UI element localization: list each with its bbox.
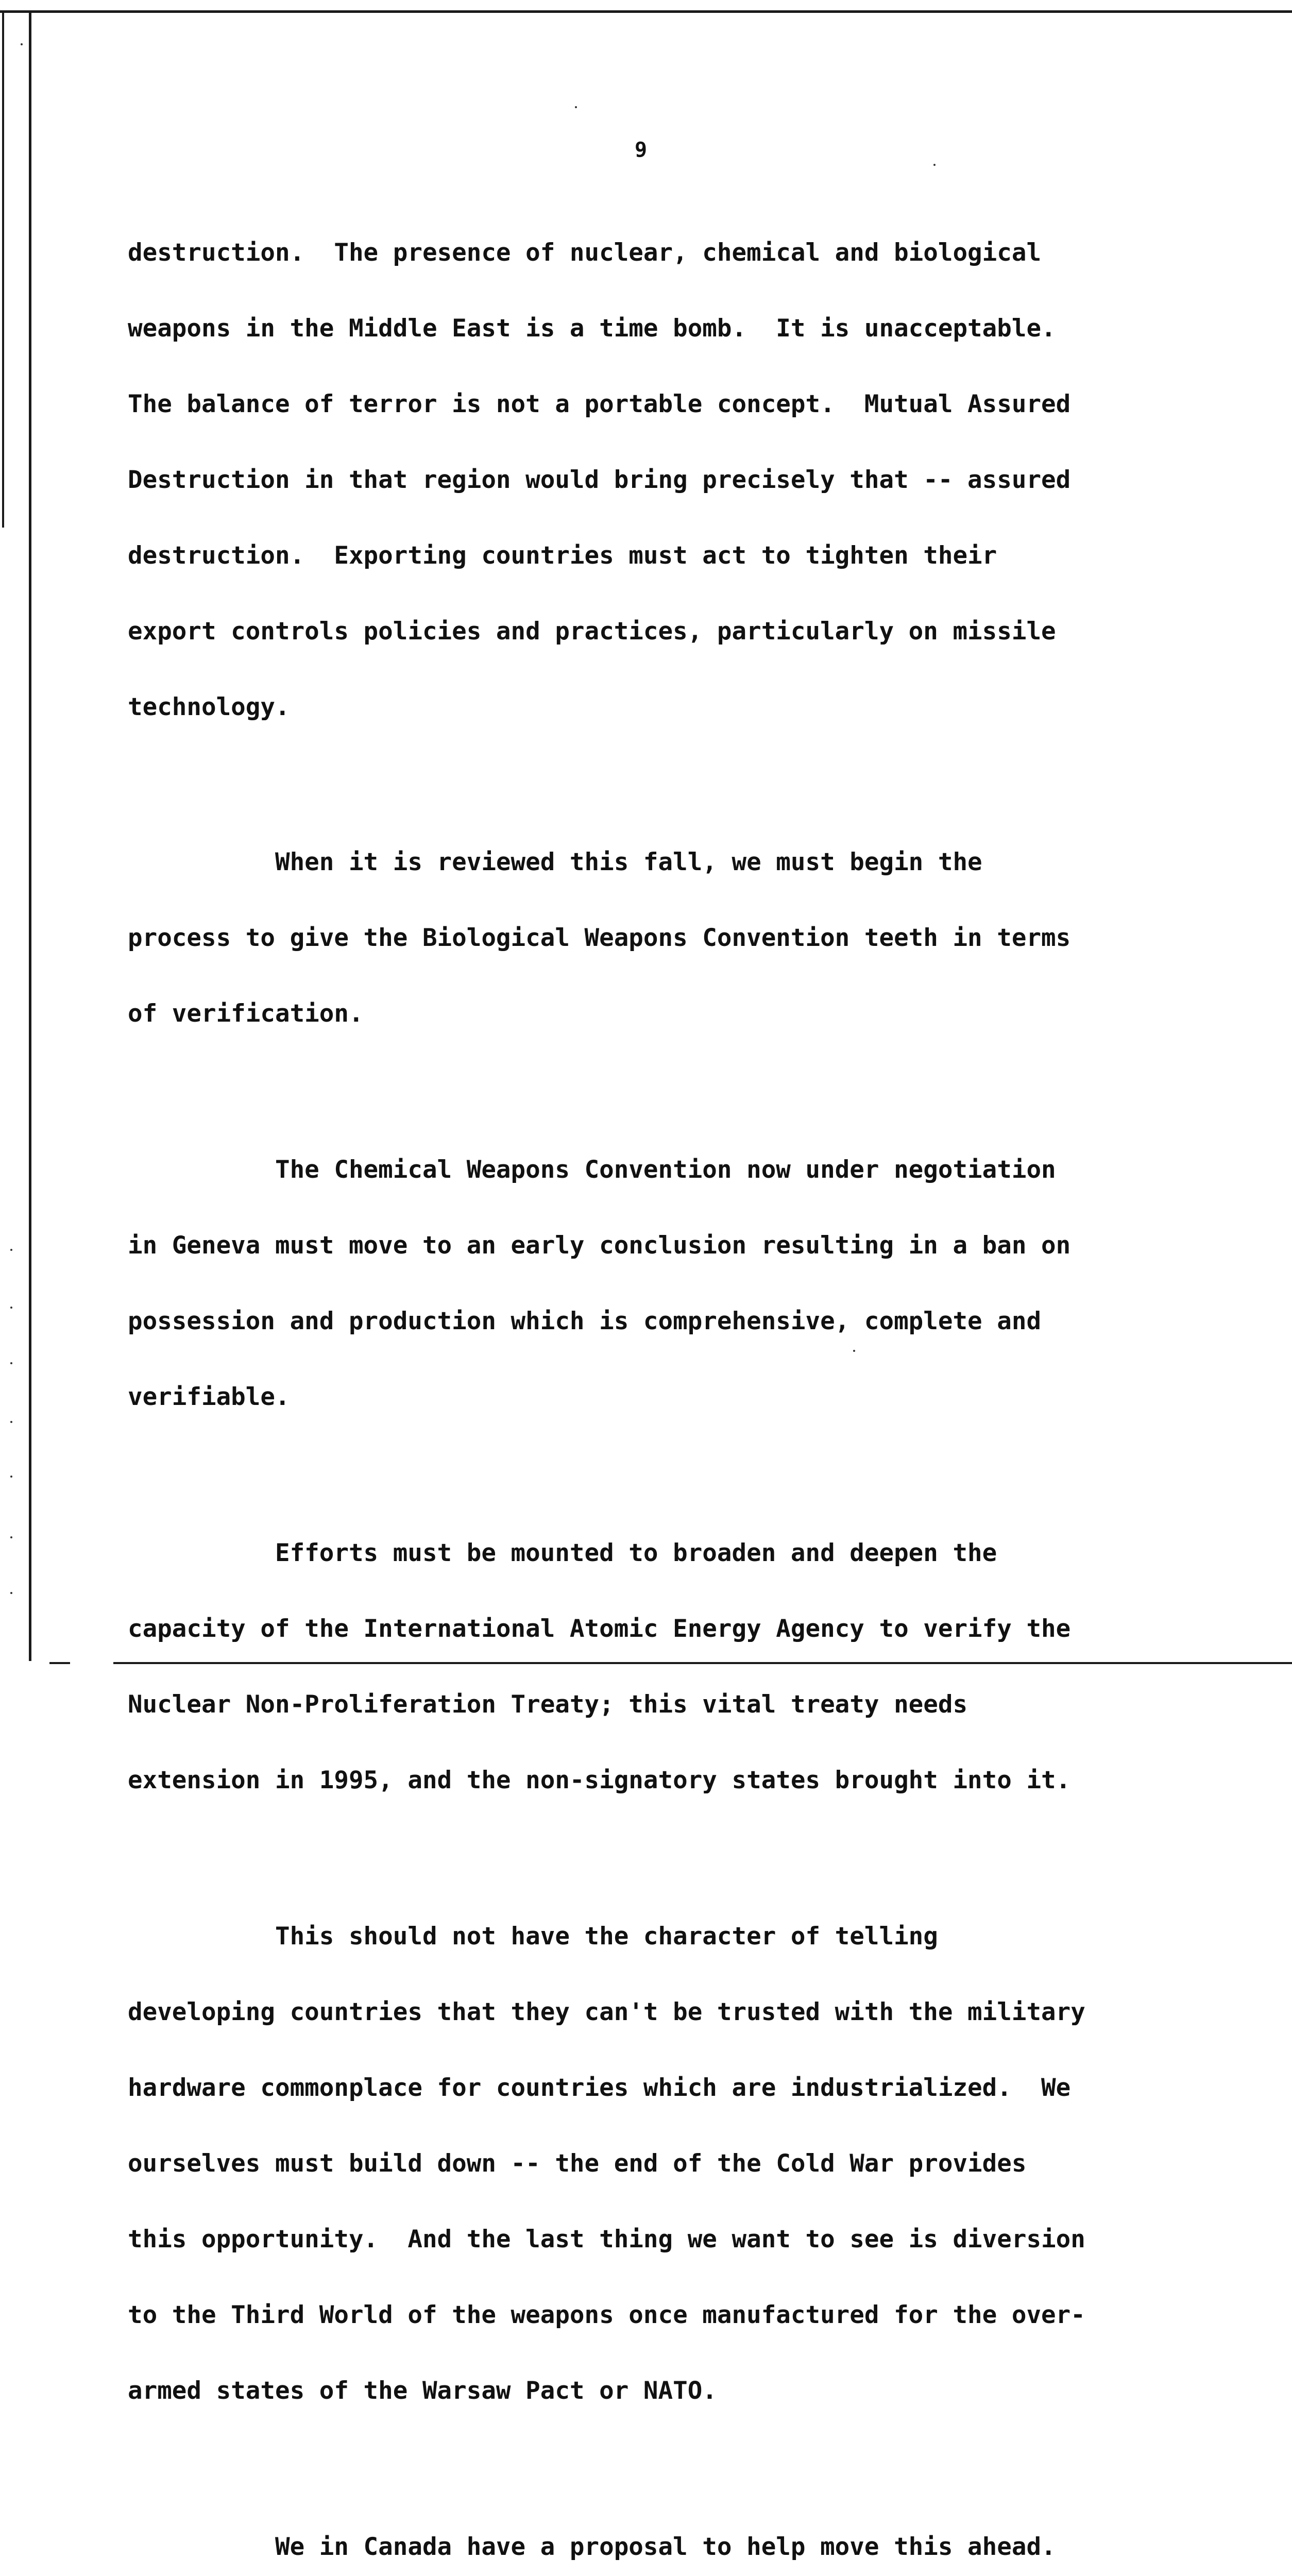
- text-line: Destruction in that region would bring precisely that -- assured: [128, 466, 1071, 494]
- text-line: extension in 1995, and the non-signatory states brought into it.: [128, 1766, 1071, 1794]
- scan-speck: [10, 1362, 12, 1364]
- text-line: technology.: [128, 693, 290, 721]
- text-line: ourselves must build down -- the end of the Cold War provides: [128, 2149, 1027, 2178]
- text-line: capacity of the International Atomic Energy Agency to verify the: [128, 1615, 1071, 1643]
- paragraph-1: [128, 190, 1179, 770]
- scan-speck: [575, 106, 577, 108]
- text-line: The Chemical Weapons Convention now under negotiation: [128, 1156, 1056, 1184]
- text-line: The balance of terror is not a portable concept. Mutual Assured: [128, 390, 1071, 418]
- scan-speck: [10, 1592, 12, 1594]
- text-line: Efforts must be mounted to broaden and deepen the: [128, 1539, 997, 1567]
- text-line: weapons in the Middle East is a time bomb. It is unacceptable.: [128, 314, 1056, 343]
- scan-speck: [10, 1536, 12, 1538]
- page-frame-left-outer: [2, 12, 4, 528]
- text-line: this opportunity. And the last thing we want to see is diversion: [128, 2225, 1085, 2253]
- scan-speck: [10, 1249, 12, 1251]
- text-line: export controls policies and practices, particularly on missile: [128, 617, 1056, 646]
- text-line: of verification.: [128, 999, 364, 1028]
- body-text: [128, 190, 1179, 2576]
- text-line: armed states of the Warsaw Pact or NATO.: [128, 2377, 717, 2405]
- text-line: verifiable.: [128, 1383, 290, 1411]
- text-line: We in Canada have a proposal to help move this ahead.: [128, 2533, 1056, 2561]
- paragraph-3: [128, 1107, 1179, 1460]
- page-frame-top: [0, 10, 1292, 13]
- scan-speck: [10, 1421, 12, 1423]
- text-line: developing countries that they can't be trusted with the military: [128, 1998, 1085, 2026]
- text-line: This should not have the character of telling: [128, 1922, 938, 1951]
- text-line: possession and production which is comprehensive, complete and: [128, 1307, 1042, 1335]
- paragraph-4: [128, 1490, 1179, 1843]
- text-line: in Geneva must move to an early conclusion resulting in a ban on: [128, 1231, 1071, 1260]
- scan-speck: [933, 164, 936, 166]
- page-number: 9: [635, 138, 648, 162]
- text-line: Nuclear Non-Proliferation Treaty; this vital treaty needs: [128, 1690, 968, 1719]
- page-frame-left: [29, 12, 31, 1661]
- scan-speck: [10, 1307, 12, 1309]
- text-line: hardware commonplace for countries which are industrialized. We: [128, 2074, 1071, 2102]
- text-line: process to give the Biological Weapons Convention teeth in terms: [128, 924, 1071, 952]
- paragraph-2: [128, 799, 1179, 1077]
- text-line: destruction. The presence of nuclear, chemical and biological: [128, 239, 1042, 267]
- page-frame-bottom-stub: [49, 1662, 70, 1664]
- text-line: destruction. Exporting countries must act to tighten their: [128, 541, 997, 570]
- text-line: to the Third World of the weapons once manufactured for the over-: [128, 2301, 1085, 2329]
- paragraph-5: [128, 1873, 1179, 2454]
- scan-speck: [21, 43, 23, 45]
- paragraph-6: [128, 2484, 1179, 2576]
- text-line: When it is reviewed this fall, we must begin the: [128, 848, 982, 876]
- scan-speck: [10, 1476, 12, 1478]
